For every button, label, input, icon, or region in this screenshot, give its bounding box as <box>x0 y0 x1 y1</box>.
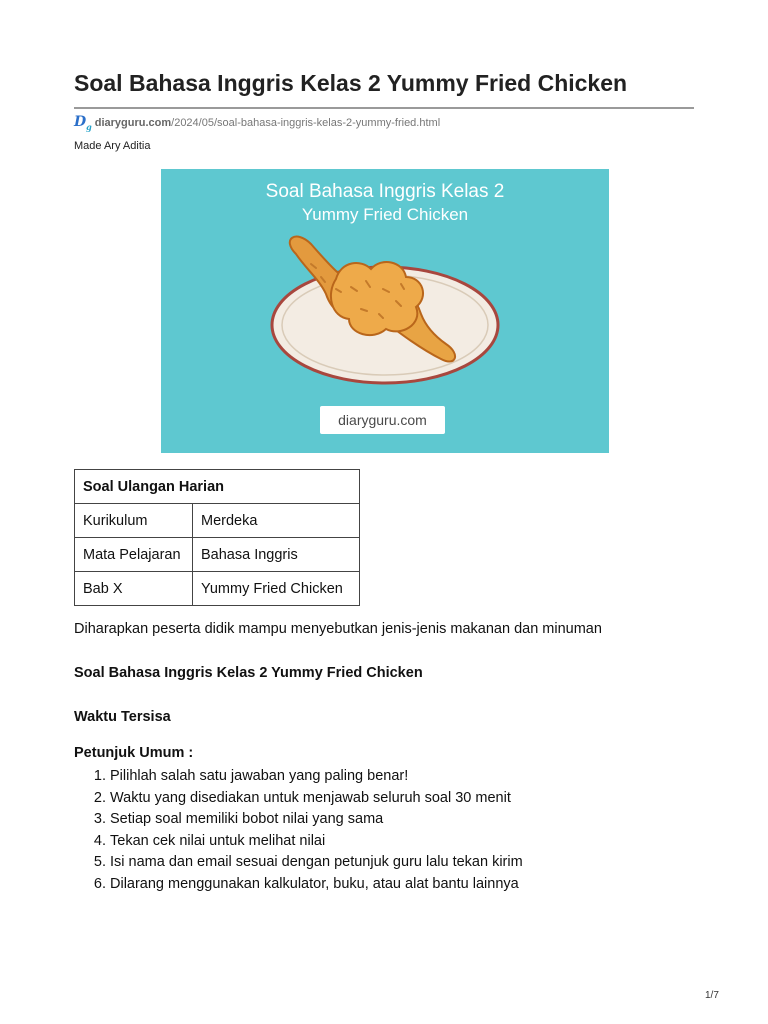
table-cell-label: Kurikulum <box>75 504 193 538</box>
table-cell-value: Bahasa Inggris <box>193 538 360 572</box>
table-row <box>75 504 360 538</box>
list-item: 1. Pilihlah salah satu jawaban yang paling benar! <box>110 768 523 790</box>
table-cell-value: Yummy Fried Chicken <box>193 572 360 606</box>
table-header-row <box>75 470 360 504</box>
list-item: 2. Waktu yang disediakan untuk menjawab seluruh soal 30 menit <box>110 790 523 812</box>
author-name: Made Ary Aditia <box>74 140 151 152</box>
list-item: 5. Isi nama dan email sesuai dengan petunjuk guru lalu tekan kirim <box>110 854 523 876</box>
time-remaining-label: Waktu Tersisa <box>74 709 171 725</box>
table-row <box>75 572 360 606</box>
hero-title-line1: Soal Bahasa Inggris Kelas 2 <box>265 181 505 202</box>
instructions-list <box>74 768 523 897</box>
list-item: 6. Dilarang menggunakan kalkulator, buku, atau alat bantu lainnya <box>110 876 523 898</box>
table-cell-value: Merdeka <box>193 504 360 538</box>
table-cell-label: Bab X <box>75 572 193 606</box>
hero-image <box>161 169 609 453</box>
table-header: Soal Ulangan Harian <box>75 470 360 504</box>
source-path[interactable]: /2024/05/soal-bahasa-inggris-kelas-2-yummy-fried.html <box>171 117 441 129</box>
list-item: 3. Setiap soal memiliki bobot nilai yang sama <box>110 811 523 833</box>
title-divider <box>74 107 694 109</box>
hero-title-line2: Yummy Fried Chicken <box>301 205 469 224</box>
instructions-heading: Petunjuk Umum : <box>74 745 194 761</box>
learning-objective: Diharapkan peserta didik mampu menyebutkan jenis-jenis makanan dan minuman <box>74 621 602 637</box>
lesson-info-table <box>74 469 360 606</box>
page-title: Soal Bahasa Inggris Kelas 2 Yummy Fried Chicken <box>74 70 628 96</box>
quiz-heading: Soal Bahasa Inggris Kelas 2 Yummy Fried Chicken <box>74 665 423 681</box>
table-row <box>75 538 360 572</box>
source-domain[interactable]: diaryguru.com <box>94 117 172 129</box>
table-cell-label: Mata Pelajaran <box>75 538 193 572</box>
hero-site-tag: diaryguru.com <box>320 406 445 434</box>
page-number: 1/7 <box>705 990 719 1001</box>
list-item: 4. Tekan cek nilai untuk melihat nilai <box>110 833 523 855</box>
diaryguru-logo-icon: $D_g$ <box>74 114 92 132</box>
source-line <box>74 114 440 132</box>
